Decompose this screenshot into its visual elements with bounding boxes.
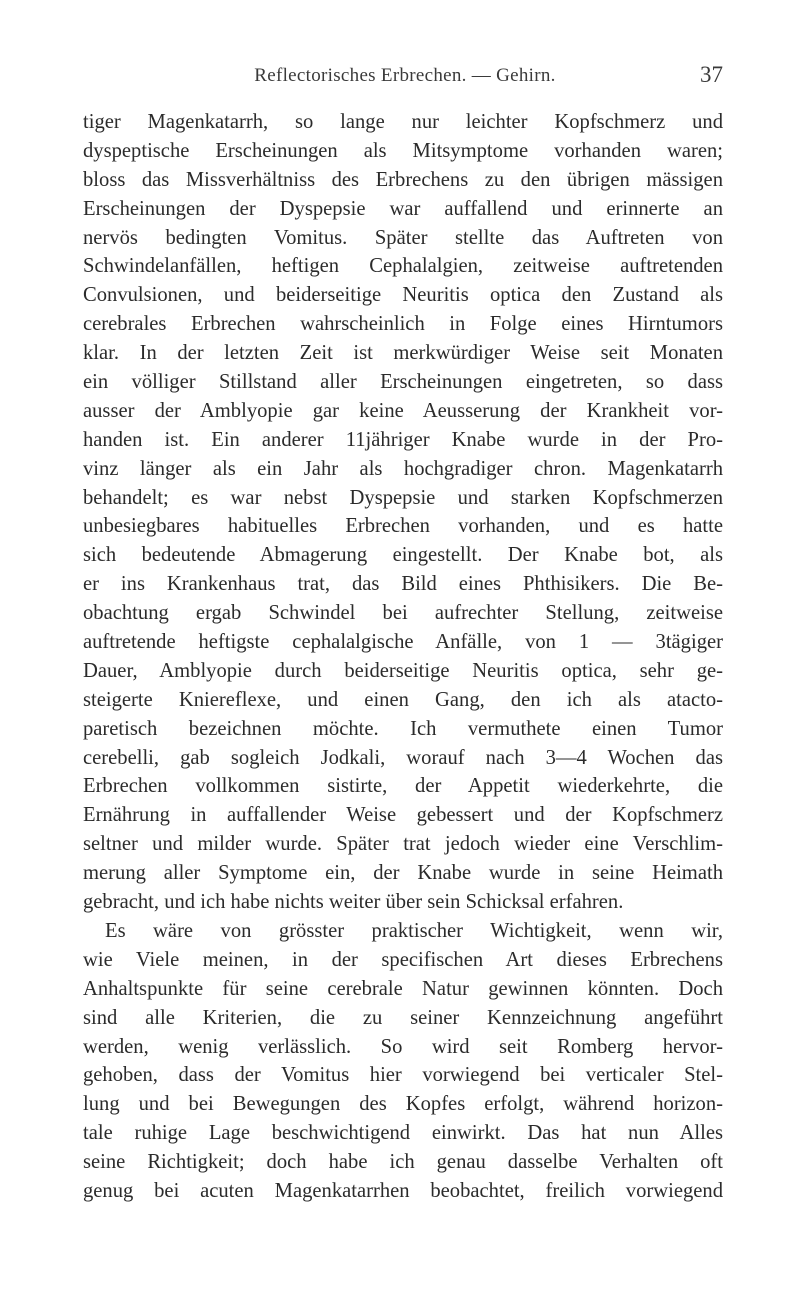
text-line: werden, wenig verlässlich. So wird seit Romberg hervor- <box>83 1035 723 1058</box>
text-line: merung aller Symptome ein, der Knabe wurde in seine Heimath <box>83 862 723 885</box>
text-line: Schwindelanfällen, heftigen Cephalalgien, zeitweise auftretenden <box>83 255 723 278</box>
text-line: steigerte Kniereflexe, und einen Gang, den ich als atacto- <box>83 688 723 711</box>
text-line: wie Viele meinen, in der specifischen Art dieses Erbrechens <box>83 948 723 971</box>
text-line: sich bedeutende Abmagerung eingestellt. Der Knabe bot, als <box>83 544 723 567</box>
text-line: dyspeptische Erscheinungen als Mitsymptome vorhanden waren; <box>83 139 723 162</box>
text-line: Anhaltspunkte für seine cerebrale Natur gewinnen könnten. Doch <box>83 977 723 1000</box>
text-line: seltner und milder wurde. Später trat jedoch wieder eine Verschlim- <box>83 833 723 856</box>
text-line: nervös bedingten Vomitus. Später stellte das Auftreten von <box>83 226 723 249</box>
text-line: seine Richtigkeit; doch habe ich genau dasselbe Verhalten oft <box>83 1151 723 1174</box>
text-line: gebracht, und ich habe nichts weiter über sein Schicksal erfahren. <box>83 891 624 914</box>
text-line: tiger Magenkatarrh, so lange nur leichter Kopfschmerz und <box>83 111 723 133</box>
text-line: auftretende heftigste cephalalgische Anfälle, von 1 — 3tägiger <box>83 631 723 654</box>
text-line: handen ist. Ein anderer 11jähriger Knabe wurde in der Pro- <box>83 428 723 451</box>
text-line: behandelt; es war nebst Dyspepsie und starken Kopfschmerzen <box>83 486 723 509</box>
text-line: cerebelli, gab sogleich Jodkali, worauf nach 3—4 Wochen das <box>83 746 723 769</box>
text-line: sind alle Kriterien, die zu seiner Kennzeichnung angeführt <box>83 1006 723 1029</box>
text-line: lung und bei Bewegungen des Kopfes erfolgt, während horizon- <box>83 1093 723 1116</box>
text-line: ausser der Amblyopie gar keine Aeusserung der Krankheit vor- <box>83 399 723 422</box>
text-line: gehoben, dass der Vomitus hier vorwiegend bei verticaler Stel- <box>83 1064 723 1087</box>
page-header <box>95 62 723 92</box>
text-line: paretisch bezeichnen möchte. Ich vermuthete einen Tumor <box>83 717 723 740</box>
text-line: genug bei acuten Magenkatarrhen beobachtet, freilich vorwiegend <box>83 1179 723 1202</box>
text-line: Dauer, Amblyopie durch beiderseitige Neuritis optica, sehr ge- <box>83 659 723 682</box>
text-line: unbesiegbares habituelles Erbrechen vorhanden, und es hatte <box>83 515 723 538</box>
text-line: klar. In der letzten Zeit ist merkwürdiger Weise seit Monaten <box>83 342 723 365</box>
text-line: cerebrales Erbrechen wahrscheinlich in Folge eines Hirntumors <box>83 313 723 336</box>
text-line: Convulsionen, und beiderseitige Neuritis optica den Zustand als <box>83 284 723 307</box>
text-line: Ernährung in auffallender Weise gebessert und der Kopfschmerz <box>83 804 723 827</box>
body-text <box>83 108 723 1206</box>
text-line: tale ruhige Lage beschwichtigend einwirkt. Das hat nun Alles <box>83 1122 723 1145</box>
running-title: Reflectorisches Erbrechen. — Gehirn. <box>254 65 556 86</box>
text-line: vinz länger als ein Jahr als hochgradiger chron. Magenkatarrh <box>83 457 723 480</box>
text-line: Erscheinungen der Dyspepsie war auffallend und erinnerte an <box>83 197 723 220</box>
page-number: 37 <box>700 62 723 87</box>
text-line: ein völliger Stillstand aller Erscheinungen eingetreten, so dass <box>83 371 723 394</box>
text-line: bloss das Missverhältniss des Erbrechens zu den übrigen mässigen <box>83 168 723 191</box>
text-line: er ins Krankenhaus trat, das Bild eines Phthisikers. Die Be- <box>83 573 723 596</box>
paragraph-first-line: Es wäre von grösster praktischer Wichtigkeit, wenn wir, <box>105 919 723 942</box>
text-line: obachtung ergab Schwindel bei aufrechter Stellung, zeitweise <box>83 602 723 625</box>
text-line: Erbrechen vollkommen sistirte, der Appetit wiederkehrte, die <box>83 775 723 798</box>
